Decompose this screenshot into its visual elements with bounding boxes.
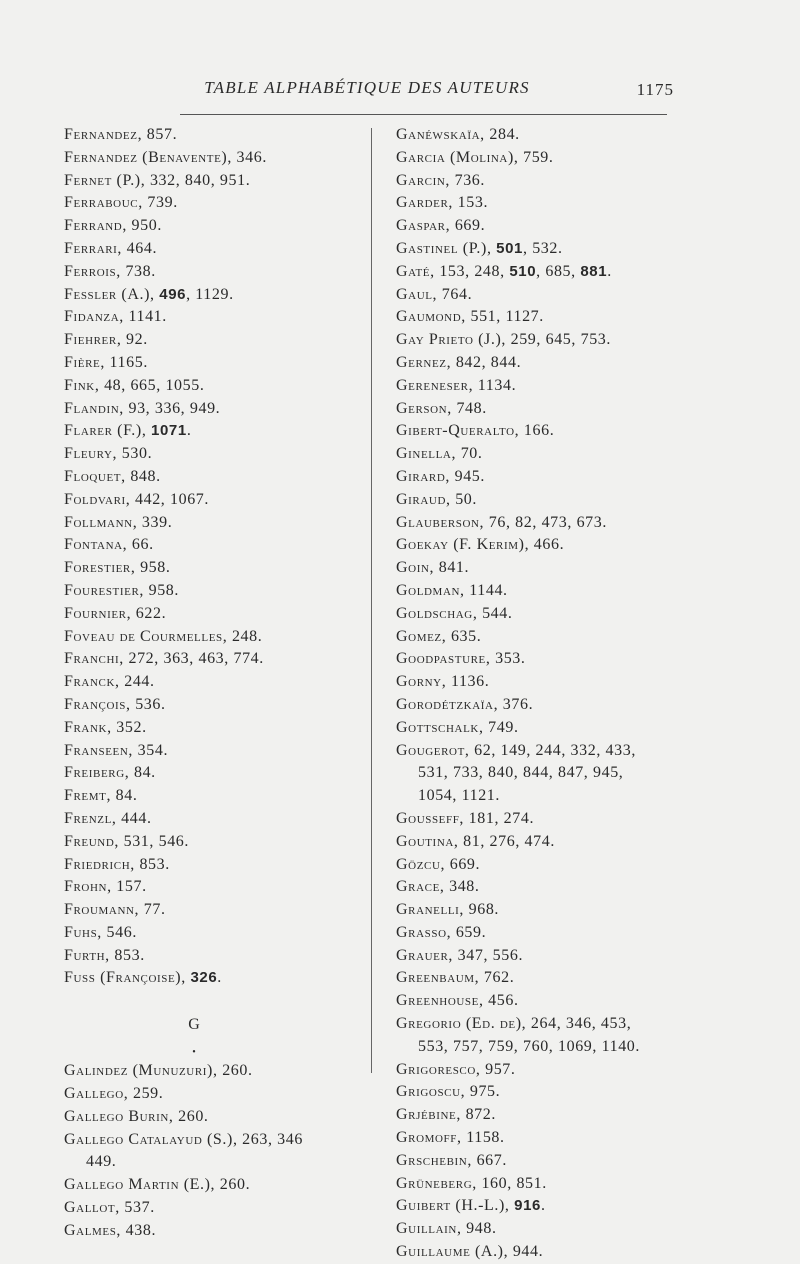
author-name: Ganéwskaïa, xyxy=(396,126,485,143)
page-refs: 551, 1127. xyxy=(470,308,544,326)
page-refs: 848. xyxy=(130,467,161,485)
author-name: Furth, xyxy=(64,946,110,964)
author-name: Fleury, xyxy=(64,445,118,463)
index-entry xyxy=(396,238,692,261)
page-refs: 853. xyxy=(139,855,170,873)
author-name: Gay Prieto (J.), xyxy=(396,331,506,349)
index-entry xyxy=(64,489,364,512)
index-entry xyxy=(396,990,692,1013)
index-entry xyxy=(64,876,364,899)
page-refs: 81, 276, 474. xyxy=(463,832,555,850)
index-entry xyxy=(64,466,364,489)
page-refs: 76, 82, 473, 673. xyxy=(488,513,607,531)
page-refs: 62, 149, 244, 332, 433, xyxy=(474,741,636,759)
author-name: Flarer (F.), xyxy=(64,422,147,440)
author-name: Gomez, xyxy=(396,627,447,645)
page-refs: 66. xyxy=(131,536,154,554)
author-name: Goldschag, xyxy=(396,604,478,622)
page-refs: 259. xyxy=(132,1085,164,1103)
index-entry xyxy=(64,306,364,329)
page-refs: 272, 363, 463, 774. xyxy=(128,650,264,668)
index-entry xyxy=(396,626,692,649)
page-refs: 659. xyxy=(455,923,487,941)
page-refs-after: . xyxy=(607,262,612,280)
author-name: Gernez, xyxy=(396,353,452,371)
author-name: Fière, xyxy=(64,353,105,371)
page-refs: 622. xyxy=(135,604,167,622)
index-entry xyxy=(396,808,692,831)
index-entry xyxy=(396,1104,692,1127)
page-refs: 153. xyxy=(457,194,489,212)
page-refs: 153, 248, xyxy=(439,262,510,280)
page-refs-after: . xyxy=(217,969,222,987)
index-entry xyxy=(396,1059,692,1082)
page-refs: 1136. xyxy=(450,673,490,691)
bold-page-ref: 326 xyxy=(190,969,218,987)
index-entry xyxy=(396,1218,692,1241)
header-rule xyxy=(180,114,667,115)
author-name: Grüneberg, xyxy=(396,1174,477,1192)
author-name: Gromoff, xyxy=(396,1129,462,1147)
index-entry xyxy=(64,854,364,877)
page-refs: 738. xyxy=(125,262,156,280)
author-name: Grace, xyxy=(396,878,445,896)
author-name: François, xyxy=(64,695,131,713)
author-name: Gougerot, xyxy=(396,741,470,759)
index-entry xyxy=(396,420,692,443)
page-refs: 181, 274. xyxy=(468,809,535,827)
index-entry xyxy=(396,284,692,307)
page-refs: 1158. xyxy=(466,1129,505,1147)
index-entry xyxy=(64,261,364,284)
index-entry xyxy=(64,671,364,694)
index-entry xyxy=(64,512,364,535)
page-refs: 1141. xyxy=(128,308,167,326)
section-ornament: • xyxy=(192,1047,196,1059)
index-entry xyxy=(64,1129,364,1175)
page-refs: 84. xyxy=(115,787,138,805)
author-name: Gallego Martin (E.), xyxy=(64,1176,216,1194)
page-refs: 93, 336, 949. xyxy=(128,399,221,417)
author-name: Fuss (Françoise), xyxy=(64,969,186,987)
page-refs: 50. xyxy=(455,490,478,508)
page-refs-continued: 531, 733, 840, 844, 847, 945, xyxy=(418,764,624,782)
page-refs: 354. xyxy=(137,741,169,759)
page-refs: 546. xyxy=(106,923,137,941)
author-name: Gaté, xyxy=(396,262,435,280)
index-entry xyxy=(396,854,692,877)
author-name: Foveau de Courmelles, xyxy=(64,627,228,645)
index-entry xyxy=(64,603,364,626)
index-entry xyxy=(64,443,364,466)
index-entry xyxy=(396,443,692,466)
index-entry xyxy=(396,580,692,603)
author-name: Guillain, xyxy=(396,1220,462,1238)
author-name: Gorny, xyxy=(396,673,447,691)
author-name: Greenhouse, xyxy=(396,992,484,1010)
author-name: Galmes, xyxy=(64,1221,122,1239)
page-refs: 260. xyxy=(178,1107,209,1125)
author-name: Gerson, xyxy=(396,399,452,417)
author-name: Gastinel (P.), xyxy=(396,239,492,257)
author-name: Goekay (F. Kerim), xyxy=(396,536,530,554)
index-entry xyxy=(396,192,692,215)
index-entry xyxy=(396,329,692,352)
index-entry xyxy=(64,1197,364,1220)
author-name: Gottschalk, xyxy=(396,718,484,736)
index-entry xyxy=(396,261,692,284)
bold-page-ref: 510 xyxy=(509,262,537,280)
page-refs: 376. xyxy=(502,695,534,713)
page-refs: 764. xyxy=(441,285,473,303)
page-refs: 464. xyxy=(126,239,158,257)
page-refs-after: , 532. xyxy=(523,239,563,257)
page-refs: 456. xyxy=(488,992,519,1010)
author-name: Gorodétzkaïa, xyxy=(396,695,499,713)
page-refs: 157. xyxy=(116,878,147,896)
index-entry xyxy=(64,648,364,671)
page-refs-after: . xyxy=(540,1197,546,1215)
author-name: Ferrari, xyxy=(64,239,123,257)
page-refs: 872. xyxy=(465,1106,496,1124)
index-entry xyxy=(396,557,692,580)
index-entry xyxy=(64,967,364,990)
section-letter: G xyxy=(188,1016,200,1034)
page-refs-continued: 553, 757, 759, 760, 1069, 1140. xyxy=(418,1037,641,1055)
author-name: Freiberg, xyxy=(64,764,130,782)
page-refs: 669. xyxy=(449,855,481,873)
page-refs: 957. xyxy=(485,1060,516,1078)
page-refs: 466. xyxy=(533,536,565,554)
index-entry xyxy=(64,945,364,968)
index-entry xyxy=(396,352,692,375)
author-name: Gallego Burin, xyxy=(64,1107,174,1125)
author-name: Gereneser, xyxy=(396,376,474,394)
index-entry xyxy=(64,899,364,922)
bold-page-ref: 496 xyxy=(159,285,187,303)
author-name: Ferrabouc, xyxy=(64,194,143,212)
author-name: Fremt, xyxy=(64,787,112,805)
author-name: Floquet, xyxy=(64,467,126,485)
index-entry xyxy=(396,831,692,854)
bold-page-ref: 501 xyxy=(496,239,523,257)
author-name: Goldman, xyxy=(396,581,465,599)
index-entry xyxy=(64,170,364,193)
index-entry xyxy=(64,238,364,261)
author-name: Gaspar, xyxy=(396,217,451,235)
index-entry xyxy=(64,147,364,170)
index-entry xyxy=(64,808,364,831)
author-name: Friedrich, xyxy=(64,855,135,873)
index-entry xyxy=(396,1127,692,1150)
index-entry xyxy=(64,1174,364,1197)
page-refs: 762. xyxy=(483,969,515,987)
page-refs-continued: 1054, 1121. xyxy=(418,787,501,805)
index-entry xyxy=(64,831,364,854)
index-entry xyxy=(396,1013,692,1059)
index-entry xyxy=(396,1241,692,1264)
page-refs: 945. xyxy=(454,467,485,485)
author-name: Garcia (Molina), xyxy=(396,148,519,166)
author-name: Grschebin, xyxy=(396,1151,472,1169)
author-name: Gibert-Queralto, xyxy=(396,422,520,440)
author-name: Goutina, xyxy=(396,832,459,850)
bold-page-ref: 1071 xyxy=(151,422,187,440)
page-refs: 444. xyxy=(121,809,152,827)
page-refs: 347, 556. xyxy=(457,946,524,964)
author-name: Foldvari, xyxy=(64,490,131,508)
page-number: 1175 xyxy=(636,80,674,99)
author-name: Fernandez (Benavente), xyxy=(64,148,232,166)
index-entry xyxy=(64,329,364,352)
index-entry xyxy=(396,922,692,945)
index-entry xyxy=(396,512,692,535)
index-entry xyxy=(64,1220,364,1243)
page-refs: 70. xyxy=(460,445,483,463)
index-entry xyxy=(396,170,692,193)
author-name: Grigoscu, xyxy=(396,1083,466,1101)
page-refs: 948. xyxy=(466,1220,497,1238)
page-refs: 530. xyxy=(121,445,153,463)
author-name: Frohn, xyxy=(64,878,112,896)
page-refs: 667. xyxy=(476,1151,507,1169)
author-name: Ferrand, xyxy=(64,217,127,235)
page-refs: 842, 844. xyxy=(455,353,522,371)
index-entry xyxy=(64,352,364,375)
page-refs: 84. xyxy=(133,764,156,782)
page-refs: 958. xyxy=(140,559,171,577)
page-refs: 442, 1067. xyxy=(135,490,209,508)
author-name: Franck, xyxy=(64,673,120,691)
author-name: Frank, xyxy=(64,718,112,736)
author-name: Gousseff, xyxy=(396,809,465,827)
author-name: Fourestier, xyxy=(64,581,144,599)
author-name: Girard, xyxy=(396,467,450,485)
page-refs: 544. xyxy=(482,604,513,622)
author-name: Franseen, xyxy=(64,741,134,759)
page-refs: 537. xyxy=(124,1199,155,1217)
page-refs: 739. xyxy=(147,194,178,212)
author-name: Goin, xyxy=(396,559,435,577)
author-name: Gaul, xyxy=(396,285,438,303)
page-refs: 438. xyxy=(125,1221,157,1239)
index-entry xyxy=(396,1081,692,1104)
page-refs: 841. xyxy=(438,559,470,577)
index-entry xyxy=(64,717,364,740)
author-name: Guibert (H.-L.), xyxy=(396,1197,510,1215)
index-entry xyxy=(396,147,692,170)
author-name: Grauer, xyxy=(396,946,454,964)
author-name: Gallot, xyxy=(64,1199,120,1217)
author-name: Grasso, xyxy=(396,923,452,941)
author-name: Froumann, xyxy=(64,901,140,919)
page-refs: 263, 346 xyxy=(242,1130,303,1148)
right-column xyxy=(396,124,692,1264)
author-name: Gallego Catalayud (S.), xyxy=(64,1130,238,1148)
index-entry xyxy=(64,398,364,421)
page-refs-after: , 685, xyxy=(536,262,581,280)
author-name: Gözcu, xyxy=(396,855,446,873)
index-entry xyxy=(396,375,692,398)
page-refs: 264, 346, 453, xyxy=(530,1015,632,1033)
page-refs: 166. xyxy=(523,422,555,440)
page-refs: 669. xyxy=(454,217,486,235)
index-entry xyxy=(64,694,364,717)
author-name: Forestier, xyxy=(64,559,136,577)
index-entry xyxy=(396,694,692,717)
running-title: TABLE ALPHABÉTIQUE DES AUTEURS xyxy=(204,78,530,97)
author-name: Fernet (P.), xyxy=(64,171,146,189)
index-entry xyxy=(396,671,692,694)
author-name: Fidanza, xyxy=(64,308,124,326)
index-entry xyxy=(396,1195,692,1218)
page-refs: 975. xyxy=(469,1083,501,1101)
page-refs-after: . xyxy=(186,422,192,440)
bold-page-ref: 881 xyxy=(580,262,608,280)
page-refs: 92. xyxy=(126,331,148,349)
index-entry xyxy=(64,922,364,945)
index-entry xyxy=(396,967,692,990)
page-refs: 536. xyxy=(135,695,166,713)
index-entry xyxy=(64,192,364,215)
page-refs: 259, 645, 753. xyxy=(510,331,612,349)
index-entry xyxy=(64,740,364,763)
index-entry xyxy=(64,557,364,580)
page-refs: 635. xyxy=(450,627,482,645)
page-refs: 348. xyxy=(449,878,480,896)
page-refs: 77. xyxy=(143,901,166,919)
author-name: Fournier, xyxy=(64,604,132,622)
index-entry xyxy=(396,740,692,808)
page-refs: 48, 665, 1055. xyxy=(104,376,205,394)
index-entry xyxy=(396,215,692,238)
page-refs: 332, 840, 951. xyxy=(149,171,251,189)
page-refs: 248. xyxy=(231,627,263,645)
index-entry xyxy=(64,215,364,238)
author-name: Freund, xyxy=(64,832,119,850)
index-entry xyxy=(396,489,692,512)
index-entry xyxy=(64,580,364,603)
author-name: Greenbaum, xyxy=(396,969,480,987)
index-entry xyxy=(64,124,364,147)
author-name: Grigoresco, xyxy=(396,1060,481,1078)
index-entry xyxy=(396,603,692,626)
index-entry xyxy=(396,1173,692,1196)
bold-page-ref: 916 xyxy=(514,1197,541,1215)
page-refs: 160, 851. xyxy=(481,1174,547,1192)
author-name: Fernandez, xyxy=(64,126,143,143)
author-name: Fiehrer, xyxy=(64,331,122,349)
index-entry xyxy=(64,534,364,557)
index-entry xyxy=(64,626,364,649)
author-name: Ferrois, xyxy=(64,262,121,280)
index-entry xyxy=(396,466,692,489)
author-name: Frenzl, xyxy=(64,809,117,827)
index-entry xyxy=(396,534,692,557)
index-entry xyxy=(64,284,364,307)
author-name: Giraud, xyxy=(396,490,451,508)
page-refs: 748. xyxy=(456,399,487,417)
page-refs: 531, 546. xyxy=(123,832,190,850)
index-entry xyxy=(64,1060,364,1083)
author-name: Guillaume (A.), xyxy=(396,1243,509,1261)
index-entry xyxy=(396,648,692,671)
page-refs: 260. xyxy=(219,1176,251,1194)
author-name: Fuhs, xyxy=(64,923,102,941)
page-refs: 1165. xyxy=(109,353,148,371)
page-refs-continued: 449. xyxy=(86,1153,117,1171)
author-name: Gaumond, xyxy=(396,308,466,326)
page-refs-after: , 1129. xyxy=(186,285,234,303)
page-refs: 968. xyxy=(468,901,500,919)
index-entry xyxy=(396,1150,692,1173)
author-name: Fessler (A.), xyxy=(64,285,155,303)
page-refs: 1134. xyxy=(477,376,517,394)
index-entry xyxy=(396,945,692,968)
index-entry xyxy=(396,124,692,147)
page-refs: 857. xyxy=(146,126,178,143)
page-refs: 346. xyxy=(236,148,267,166)
index-entry xyxy=(64,1106,364,1129)
index-entry xyxy=(64,375,364,398)
author-name: Fontana, xyxy=(64,536,128,554)
index-entry xyxy=(64,762,364,785)
page-refs: 944. xyxy=(512,1243,544,1261)
author-name: Garcin, xyxy=(396,171,450,189)
page-refs: 759. xyxy=(523,148,554,166)
author-name: Flandin, xyxy=(64,399,124,417)
page-refs: 853. xyxy=(114,946,145,964)
page-refs: 284. xyxy=(489,126,520,143)
author-name: Gallego, xyxy=(64,1085,129,1103)
author-name: Follmann, xyxy=(64,513,138,531)
page-refs: 736. xyxy=(454,171,485,189)
page-refs: 958. xyxy=(148,581,180,599)
author-name: Glauberson, xyxy=(396,513,485,531)
page-refs: 244. xyxy=(124,673,155,691)
page-refs: 1144. xyxy=(469,581,508,599)
author-name: Goodpasture, xyxy=(396,650,491,668)
page-refs: 352. xyxy=(116,718,147,736)
index-entry xyxy=(396,398,692,421)
index-entry xyxy=(396,306,692,329)
author-name: Galindez (Munuzuri), xyxy=(64,1062,218,1080)
author-name: Franchi, xyxy=(64,650,124,668)
author-name: Ginella, xyxy=(396,445,457,463)
page-refs: 353. xyxy=(495,650,526,668)
author-name: Gregorio (Ed. de), xyxy=(396,1015,527,1033)
page-refs: 749. xyxy=(488,718,519,736)
author-name: Grjébine, xyxy=(396,1106,461,1124)
page-refs: 950. xyxy=(131,217,162,235)
page-refs: 260. xyxy=(222,1062,253,1080)
index-entry xyxy=(64,785,364,808)
index-entry xyxy=(64,1083,364,1106)
left-column xyxy=(64,124,364,1243)
index-entry xyxy=(396,899,692,922)
column-divider xyxy=(371,128,372,1073)
author-name: Granelli, xyxy=(396,901,465,919)
index-entry xyxy=(396,876,692,899)
author-name: Fink, xyxy=(64,376,100,394)
page-refs: 339. xyxy=(141,513,173,531)
index-entry xyxy=(64,420,364,443)
index-entry xyxy=(396,717,692,740)
author-name: Garder, xyxy=(396,194,454,212)
page-header xyxy=(62,78,674,104)
